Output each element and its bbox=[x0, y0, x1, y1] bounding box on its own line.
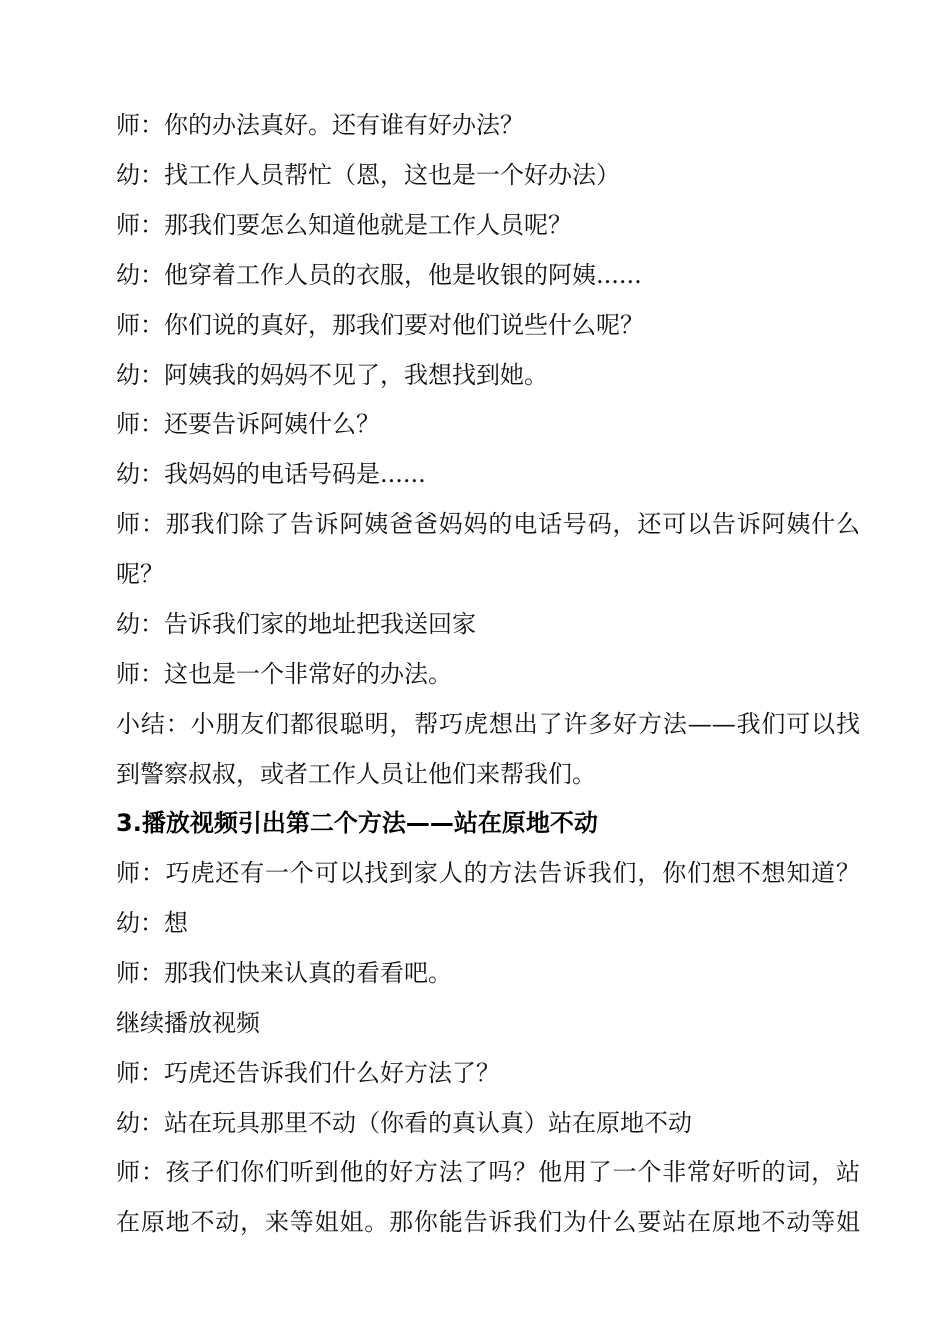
dialogue-line: 幼：告诉我们家的地址把我送回家 bbox=[116, 610, 476, 638]
dialogue-line: 师：巧虎还有一个可以找到家人的方法告诉我们，你们想不想知道？ bbox=[116, 859, 860, 887]
summary-line: 小结：小朋友们都很聪明，帮巧虎想出了许多好方法——我们可以找 bbox=[116, 710, 860, 738]
dialogue-line: 师：那我们除了告诉阿姨爸爸妈妈的电话号码，还可以告诉阿姨什么 bbox=[116, 510, 860, 538]
section-heading: 3.播放视频引出第二个方法——站在原地不动 bbox=[116, 809, 598, 837]
dialogue-line-continued: 在原地不动，来等姐姐。那你能告诉我们为什么要站在原地不动等姐 bbox=[116, 1208, 860, 1236]
dialogue-line: 师：你们说的真好，那我们要对他们说些什么呢？ bbox=[116, 311, 644, 339]
dialogue-line: 师：你的办法真好。还有谁有好办法？ bbox=[116, 111, 524, 139]
dialogue-line: 师：还要告诉阿姨什么？ bbox=[116, 410, 380, 438]
dialogue-line: 幼：找工作人员帮忙（恩，这也是一个好办法） bbox=[116, 161, 620, 189]
dialogue-line: 幼：他穿着工作人员的衣服，他是收银的阿姨...... bbox=[116, 261, 642, 289]
dialogue-line: 幼：我妈妈的电话号码是...... bbox=[116, 460, 426, 488]
dialogue-line-continued: 呢？ bbox=[116, 560, 164, 588]
dialogue-line: 师：巧虎还告诉我们什么好方法了？ bbox=[116, 1059, 500, 1087]
instruction-line: 继续播放视频 bbox=[116, 1009, 260, 1037]
dialogue-line: 师：孩子们你们听到他的好方法了吗？他用了一个非常好听的词，站 bbox=[116, 1158, 860, 1186]
summary-line-continued: 到警察叔叔，或者工作人员让他们来帮我们。 bbox=[116, 760, 596, 788]
dialogue-line: 幼：阿姨我的妈妈不见了，我想找到她。 bbox=[116, 361, 548, 389]
dialogue-line: 师：那我们要怎么知道他就是工作人员呢？ bbox=[116, 211, 572, 239]
dialogue-line: 师：这也是一个非常好的办法。 bbox=[116, 660, 452, 688]
dialogue-line: 幼：站在玩具那里不动（你看的真认真）站在原地不动 bbox=[116, 1109, 692, 1137]
dialogue-line: 师：那我们快来认真的看看吧。 bbox=[116, 959, 452, 987]
dialogue-line: 幼：想 bbox=[116, 909, 188, 937]
